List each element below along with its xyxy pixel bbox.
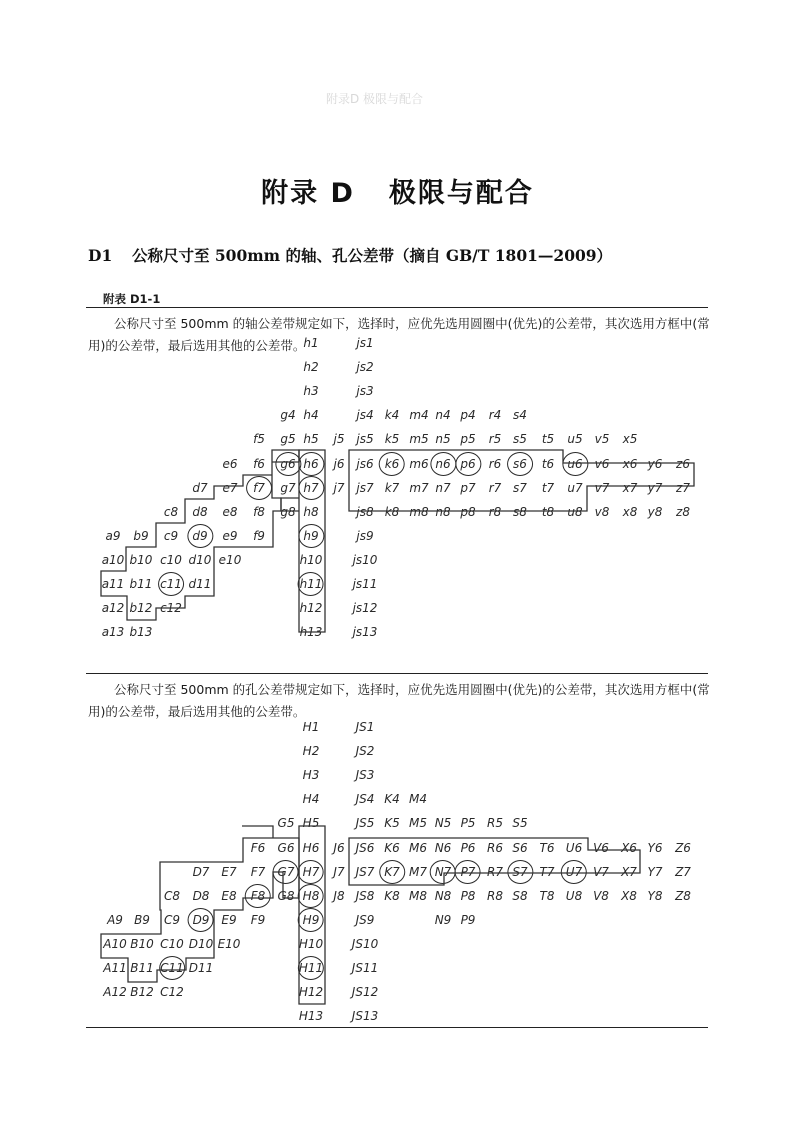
tolerance-zone-p8: p8 <box>460 504 476 519</box>
tolerance-zone-h2: H2 <box>302 744 320 759</box>
tolerance-zone-b12: B12 <box>130 985 154 1000</box>
tolerance-zone-s4: s4 <box>513 408 527 423</box>
tolerance-zone-b9: b9 <box>133 528 149 543</box>
tolerance-zone-p9: P9 <box>460 912 476 927</box>
tolerance-zone-n7: n7 <box>435 480 451 495</box>
tolerance-zone-h5: H5 <box>302 816 320 831</box>
tolerance-zone-g4: g4 <box>280 408 296 423</box>
tolerance-zone-z7: z7 <box>676 480 690 495</box>
tolerance-zone-h10: H10 <box>298 936 324 951</box>
tolerance-zone-k8: k8 <box>384 504 400 519</box>
tolerance-zone-js6: JS6 <box>355 840 375 855</box>
tolerance-zone-g5: G5 <box>277 816 295 831</box>
bleed-through-header: 附录D 极限与配合 <box>326 92 424 106</box>
tolerance-zone-r5: R5 <box>487 816 503 831</box>
preferred-tolerance-zone-h7: h7 <box>303 480 319 495</box>
tolerance-zone-x6: X6 <box>621 840 637 855</box>
tolerance-zone-a13: a13 <box>101 625 125 640</box>
table-label: 附表 D1-1 <box>103 292 161 306</box>
tolerance-zone-x7: x7 <box>622 480 638 495</box>
preferred-tolerance-zone-p7: P7 <box>460 864 476 879</box>
tolerance-zone-js3: js3 <box>356 384 374 399</box>
preferred-tolerance-zone-f8: F8 <box>250 888 266 903</box>
tolerance-zone-p5: p5 <box>460 432 476 447</box>
tolerance-zone-e8: e8 <box>222 504 238 519</box>
tolerance-zone-a10: a10 <box>101 552 125 567</box>
tolerance-zone-js1: JS1 <box>355 720 375 734</box>
tolerance-zone-js9: js9 <box>356 528 374 543</box>
tolerance-zone-p4: p4 <box>460 408 476 423</box>
tolerance-zone-h4: H4 <box>302 792 320 807</box>
tolerance-zone-f6: F6 <box>250 840 266 855</box>
preferred-tolerance-zone-h9: h9 <box>303 528 319 543</box>
tolerance-zone-p8: P8 <box>460 888 476 903</box>
preferred-tolerance-zone-g6: g6 <box>280 456 296 471</box>
tolerance-zone-d7: d7 <box>192 480 208 495</box>
tolerance-zone-k6: K6 <box>384 840 400 855</box>
tolerance-zone-r6: R6 <box>487 840 503 855</box>
preferred-tolerance-zone-s6: s6 <box>513 456 527 471</box>
tolerance-zone-x8: X8 <box>621 888 637 903</box>
tolerance-zone-u8: U8 <box>565 888 583 903</box>
tolerance-zone-js1: js1 <box>356 336 374 350</box>
tolerance-zone-e7: e7 <box>222 480 238 495</box>
preferred-tolerance-zone-g7: G7 <box>277 864 295 879</box>
tolerance-zone-j6: J6 <box>333 840 345 855</box>
preferred-tolerance-zone-h8: H8 <box>302 888 320 903</box>
tolerance-zone-js7: JS7 <box>355 864 375 879</box>
tolerance-zone-m5: m5 <box>409 432 429 447</box>
tolerance-zone-u7: u7 <box>567 480 583 495</box>
tolerance-zone-t6: t6 <box>541 456 555 471</box>
tolerance-zone-h8: h8 <box>303 504 319 519</box>
preferred-tolerance-zone-h9: H9 <box>302 912 320 927</box>
tolerance-zone-f7: F7 <box>250 864 266 879</box>
tolerance-zone-m7: M7 <box>409 864 427 879</box>
tolerance-zone-m5: M5 <box>409 816 427 831</box>
tolerance-zone-z6: z6 <box>676 456 690 471</box>
tolerance-zone-v7: v7 <box>594 480 610 495</box>
tolerance-zone-a12: A12 <box>103 985 127 1000</box>
tolerance-zone-b13: b13 <box>129 625 153 640</box>
tolerance-zone-v8: v8 <box>594 504 610 519</box>
tolerance-zone-e7: E7 <box>221 864 237 879</box>
tolerance-zone-js2: js2 <box>356 360 374 375</box>
preferred-tolerance-zone-u6: u6 <box>567 456 583 471</box>
section-heading <box>88 244 612 266</box>
tolerance-zone-js2: JS2 <box>355 744 375 759</box>
shaft-intro: 公称尺寸至 500mm 的轴公差带规定如下，选择时，应优先选用圆圈中(优先)的公差带，其次选用方框中(常用)的公差带，最后选用其他的公差带。 <box>88 316 710 353</box>
tolerance-zone-js9: JS9 <box>355 912 375 927</box>
tolerance-zone-g5: g5 <box>280 432 296 447</box>
tolerance-zone-x5: x5 <box>622 432 638 447</box>
tolerance-zone-v5: v5 <box>594 432 610 447</box>
tolerance-zone-v8: V8 <box>593 888 609 903</box>
hole-frame-left <box>101 826 299 982</box>
tolerance-zone-c9: c9 <box>163 528 179 543</box>
tolerance-zone-b12: b12 <box>129 601 153 616</box>
tolerance-zone-f6: f6 <box>253 456 265 471</box>
preferred-tolerance-zone-f7: f7 <box>253 480 265 495</box>
tolerance-zone-v6: V6 <box>593 840 609 855</box>
preferred-tolerance-zone-h11: h11 <box>299 577 323 591</box>
tolerance-zone-m6: M6 <box>409 840 427 855</box>
appendix-topic: 极限与配合 <box>388 178 534 209</box>
tolerance-zone-n4: n4 <box>435 408 451 423</box>
tolerance-zone-n5: n5 <box>435 432 451 447</box>
tolerance-zone-h13: h13 <box>299 625 323 640</box>
tolerance-zone-m7: m7 <box>409 480 429 495</box>
tolerance-zone-f9: f9 <box>253 528 265 543</box>
tolerance-zone-j5: j5 <box>333 432 345 447</box>
preferred-tolerance-zone-u7: U7 <box>565 864 583 879</box>
tolerance-zone-k4: K4 <box>384 792 400 807</box>
tolerance-zone-x6: x6 <box>622 456 638 471</box>
hole-intro: 公称尺寸至 500mm 的孔公差带规定如下，选择时，应优先选用圆圈中(优先)的公差带，其次选用方框中(常用)的公差带，最后选用其他的公差带。 <box>88 682 710 719</box>
tolerance-zone-e6: e6 <box>222 456 238 471</box>
tolerance-zone-y8: y8 <box>647 504 663 519</box>
tolerance-zone-c12: c12 <box>160 601 182 616</box>
tolerance-zone-k5: K5 <box>384 816 400 831</box>
tolerance-zone-e9: e9 <box>222 528 238 543</box>
preferred-tolerance-zone-n7: N7 <box>434 864 452 879</box>
tolerance-zone-d7: D7 <box>192 864 210 879</box>
tolerance-zone-h3: H3 <box>302 768 320 783</box>
tolerance-zone-js4: JS4 <box>355 792 375 807</box>
tolerance-zone-c8: c8 <box>163 504 179 519</box>
tolerance-zone-s8: s8 <box>513 504 527 519</box>
tolerance-zone-y6: Y6 <box>647 840 663 855</box>
tolerance-zone-b11: b11 <box>129 577 153 591</box>
tolerance-zone-d8: D8 <box>192 888 210 903</box>
tolerance-zone-js10: JS10 <box>351 936 379 951</box>
tolerance-zone-p5: P5 <box>460 816 476 831</box>
section-title: 公称尺寸至 500mm 的轴、孔公差带（摘自 GB/T 1801—2009） <box>132 246 613 265</box>
tolerance-zone-b10: B10 <box>130 936 154 951</box>
top-rule <box>86 307 708 308</box>
tolerance-zone-r5: r5 <box>488 432 502 447</box>
tolerance-zone-b9: B9 <box>134 912 150 927</box>
preferred-tolerance-zone-k6: k6 <box>384 456 400 471</box>
tolerance-zone-g7: g7 <box>280 480 296 495</box>
tolerance-zone-y7: Y7 <box>647 864 663 879</box>
tolerance-zone-f8: f8 <box>253 504 265 519</box>
tolerance-zone-f9: F9 <box>250 912 266 927</box>
tolerance-zone-k5: k5 <box>384 432 400 447</box>
tolerance-zone-r7: R7 <box>487 864 503 879</box>
preferred-tolerance-zone-n6: n6 <box>435 456 451 471</box>
tolerance-zone-m8: M8 <box>409 888 427 903</box>
tolerance-zone-b10: b10 <box>129 552 153 567</box>
tolerance-zone-p7: p7 <box>460 480 476 495</box>
tolerance-zone-d11: d11 <box>188 577 212 591</box>
tolerance-zone-h13: H13 <box>298 1009 324 1024</box>
tolerance-zone-h1: h1 <box>303 336 319 350</box>
appendix-label: 附录 D <box>261 178 355 209</box>
preferred-tolerance-zone-h6: h6 <box>303 456 319 471</box>
tolerance-zone-e10: E10 <box>217 936 241 951</box>
tolerance-zone-h2: h2 <box>303 360 319 375</box>
tolerance-zone-js13: js13 <box>352 625 378 640</box>
preferred-tolerance-zone-h7: H7 <box>302 864 320 879</box>
tolerance-zone-k7: k7 <box>384 480 400 495</box>
preferred-tolerance-zone-c11: c11 <box>160 577 182 591</box>
tolerance-zone-y7: y7 <box>647 480 663 495</box>
tolerance-zone-js7: js7 <box>356 480 374 495</box>
tolerance-zone-k8: K8 <box>384 888 400 903</box>
tolerance-zone-v6: v6 <box>594 456 610 471</box>
tolerance-zone-n5: N5 <box>434 816 452 831</box>
tolerance-zone-z7: Z7 <box>675 864 691 879</box>
tolerance-zone-s5: S5 <box>512 816 528 831</box>
tolerance-zone-u8: u8 <box>567 504 583 519</box>
tolerance-zone-v7: V7 <box>593 864 609 879</box>
tolerance-zone-u5: u5 <box>567 432 583 447</box>
tolerance-zone-d10: d10 <box>188 552 212 567</box>
tolerance-zone-h3: h3 <box>303 384 319 399</box>
tolerance-zone-r4: r4 <box>488 408 502 423</box>
preferred-tolerance-zone-d9: D9 <box>192 912 210 927</box>
tolerance-zone-js12: JS12 <box>351 985 379 1000</box>
tolerance-zone-r8: r8 <box>488 504 502 519</box>
tolerance-zone-r8: R8 <box>487 888 503 903</box>
tolerance-zone-t5: t5 <box>541 432 555 447</box>
tolerance-zone-d11: D11 <box>188 961 214 975</box>
tolerance-zone-m6: m6 <box>409 456 429 471</box>
tolerance-zone-x8: x8 <box>622 504 638 519</box>
tolerance-zone-js5: JS5 <box>355 816 375 831</box>
tolerance-zone-h10: h10 <box>299 552 323 567</box>
tolerance-zone-js8: JS8 <box>355 888 375 903</box>
page-title <box>0 171 795 210</box>
tolerance-zone-js3: JS3 <box>355 768 375 783</box>
tolerance-zone-n9: N9 <box>434 912 452 927</box>
tolerance-zone-js10: js10 <box>352 552 378 567</box>
tolerance-zone-g8: g8 <box>280 504 296 519</box>
tolerance-zone-js11: js11 <box>352 577 378 591</box>
tolerance-zone-j6: j6 <box>333 456 345 471</box>
tolerance-zone-t7: t7 <box>541 480 555 495</box>
tolerance-zone-z6: Z6 <box>675 840 691 855</box>
tolerance-zone-a9: a9 <box>105 528 121 543</box>
tolerance-zone-m4: M4 <box>409 792 427 807</box>
tolerance-zone-s5: s5 <box>513 432 527 447</box>
tolerance-zone-js8: js8 <box>356 504 374 519</box>
tolerance-zone-r6: r6 <box>488 456 502 471</box>
tolerance-zone-h4: h4 <box>303 408 319 423</box>
tolerance-zone-js13: JS13 <box>351 1009 379 1024</box>
tolerance-zone-j7: j7 <box>333 480 345 495</box>
tolerance-zone-a10: A10 <box>103 936 127 951</box>
tolerance-zone-a11: a11 <box>101 577 125 591</box>
tolerance-zone-m4: m4 <box>409 408 429 423</box>
tolerance-zone-a9: A9 <box>107 912 123 927</box>
section-number: D1 <box>88 246 113 265</box>
tolerance-zone-c9: C9 <box>163 912 181 927</box>
tolerance-zone-js11: JS11 <box>351 961 379 975</box>
tolerance-zone-s6: S6 <box>512 840 528 855</box>
tolerance-zone-c10: C10 <box>160 936 184 951</box>
tolerance-zone-n6: N6 <box>434 840 452 855</box>
tolerance-zone-f5: f5 <box>253 432 265 447</box>
tolerance-zone-x7: X7 <box>621 864 637 879</box>
preferred-tolerance-zone-c11: C11 <box>160 961 184 975</box>
tolerance-zone-h5: h5 <box>303 432 319 447</box>
tolerance-zone-js6: js6 <box>356 456 374 471</box>
preferred-tolerance-zone-k7: K7 <box>384 864 400 879</box>
tolerance-zone-a12: a12 <box>101 601 125 616</box>
tolerance-zone-a11: A11 <box>103 961 127 975</box>
preferred-tolerance-zone-p6: p6 <box>460 456 476 471</box>
tolerance-zone-d8: d8 <box>192 504 208 519</box>
tolerance-zone-js12: js12 <box>352 601 378 616</box>
bottom-rule <box>86 1027 708 1028</box>
tolerance-zone-b11: B11 <box>130 961 154 975</box>
preferred-tolerance-zone-h11: H11 <box>298 961 324 975</box>
tolerance-zone-u6: U6 <box>565 840 583 855</box>
tolerance-zone-e9: E9 <box>221 912 237 927</box>
tolerance-zone-c8: C8 <box>163 888 181 903</box>
tolerance-zone-h1: H1 <box>302 720 320 734</box>
tolerance-zone-j7: J7 <box>333 864 345 879</box>
tolerance-zone-h12: H12 <box>298 985 324 1000</box>
tolerance-zone-js5: js5 <box>356 432 374 447</box>
tolerance-zone-js4: js4 <box>356 408 374 423</box>
tolerance-zone-k4: k4 <box>384 408 400 423</box>
tolerance-zone-t8: t8 <box>541 504 555 519</box>
middle-rule <box>86 673 708 674</box>
tolerance-zone-e10: e10 <box>218 552 242 567</box>
tolerance-zone-t6: T6 <box>539 840 555 855</box>
tolerance-zone-s8: S8 <box>512 888 528 903</box>
tolerance-zone-z8: Z8 <box>675 888 691 903</box>
preferred-tolerance-zone-s7: S7 <box>512 864 528 879</box>
tolerance-zone-g8: G8 <box>277 888 295 903</box>
tolerance-zone-n8: N8 <box>434 888 452 903</box>
tolerance-zone-y6: y6 <box>647 456 663 471</box>
tolerance-zone-z8: z8 <box>676 504 690 519</box>
tolerance-zone-r7: r7 <box>488 480 502 495</box>
tolerance-zone-c10: c10 <box>160 552 182 567</box>
tolerance-zone-p6: P6 <box>460 840 476 855</box>
tolerance-zone-s7: s7 <box>513 480 527 495</box>
tolerance-zone-t7: T7 <box>539 864 555 879</box>
tolerance-zone-n8: n8 <box>435 504 451 519</box>
tolerance-zone-c12: C12 <box>160 985 184 1000</box>
tolerance-zone-j8: J8 <box>333 888 345 903</box>
preferred-tolerance-zone-d9: d9 <box>192 528 208 543</box>
tolerance-zone-m8: m8 <box>409 504 429 519</box>
tolerance-zone-h12: h12 <box>299 601 323 616</box>
tolerance-zone-h6: H6 <box>302 840 320 855</box>
tolerance-zone-d10: D10 <box>188 936 214 951</box>
tolerance-zone-e8: E8 <box>221 888 237 903</box>
tolerance-zone-t8: T8 <box>539 888 555 903</box>
tolerance-zone-y8: Y8 <box>647 888 663 903</box>
tolerance-zone-g6: G6 <box>277 840 295 855</box>
